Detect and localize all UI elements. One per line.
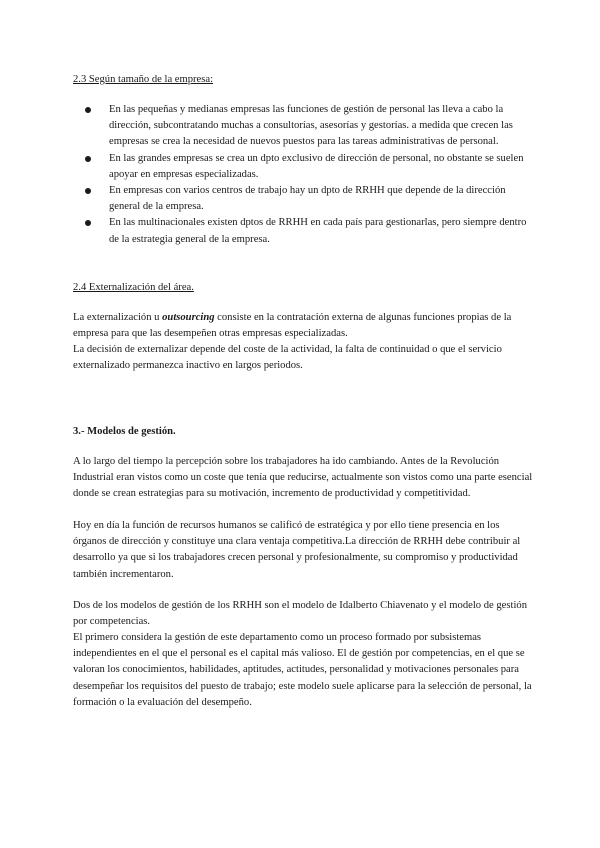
outsourcing-text-after: consiste en la contratación externa de algunas funciones propias de la empresa para que las desempeñen otras empresas especializadas. <box>73 312 512 340</box>
outsourcing-paragraph <box>73 310 535 342</box>
list-item: En empresas con varios centros de trabajo hay un dpto de RRHH que depende de la dirección general de la empresa. <box>73 183 533 215</box>
chiavenato-competencies-paragraph: El primero considera la gestión de este departamento como un proceso formado por subsistemas independientes en el que el personal es el capital más valioso. El de gestión por competencias, en el que se valoran los conocimientos, habilidades, aptitudes, actitudes, personalidad y motivaciones personales para desempeñar los requisitos del puesto de trabajo; este modelo suele aplicarse para la selección de personal, la formación o la evaluación del desempeño. <box>73 632 532 708</box>
list-item: En las multinacionales existen dptos de RRHH en cada país para gestionarlas, pero siempre dentro de la estrategia general de la empresa. <box>73 215 533 247</box>
hr-strategy-paragraph: Hoy en día la función de recursos humanos se calificó de estratégica y por ello tiene presencia en los órganos de dirección y constituye una clara ventaja competitiva.La dirección de RRHH debe contribuir al desarrollo ya que si los trabajadores crecen personal y profesionalmente, su compromiso y productividad también incrementaron. <box>73 520 521 580</box>
externalization-decision-paragraph: La decisión de externalizar depende del coste de la actividad, la falta de continuidad o que el servicio externalizado permanezca inactivo en largos periodos. <box>73 344 502 372</box>
outsourcing-text-before: La externalización u <box>73 312 163 323</box>
outsourcing-term: outsourcing <box>162 312 215 323</box>
list-item: En las pequeñas y medianas empresas las funciones de gestión de personal las lleva a cabo la dirección, subcontratando muchas a consultorías, asesorías y gestorías. a medida que crecen las empresas se crea la necesidad de nuevos puestos para las tareas administrativas de personal. <box>73 102 533 151</box>
company-size-list <box>73 102 533 248</box>
management-models-paragraph: Dos de los modelos de gestión de los RRHH son el modelo de Idalberto Chiavenato y el modelo de gestión por competencias. <box>73 600 527 628</box>
section-2-4-heading: 2.4 Externalización del área. <box>73 282 194 293</box>
perception-paragraph: A lo largo del tiempo la percepción sobre los trabajadores ha ido cambiando. Antes de la Revolución Industrial eran vistos como un coste que tenía que reducirse, actualmente son vistos como una parte esencial donde se crean estrategias para su motivación, incremento de productividad y competitividad. <box>73 456 533 500</box>
section-3-heading: 3.- Modelos de gestión. <box>73 426 176 437</box>
section-2-3-heading: 2.3 Según tamaño de la empresa: <box>73 74 214 85</box>
list-item: En las grandes empresas se crea un dpto exclusivo de dirección de personal, no obstante se suelen apoyar en empresas especializadas. <box>73 151 533 183</box>
